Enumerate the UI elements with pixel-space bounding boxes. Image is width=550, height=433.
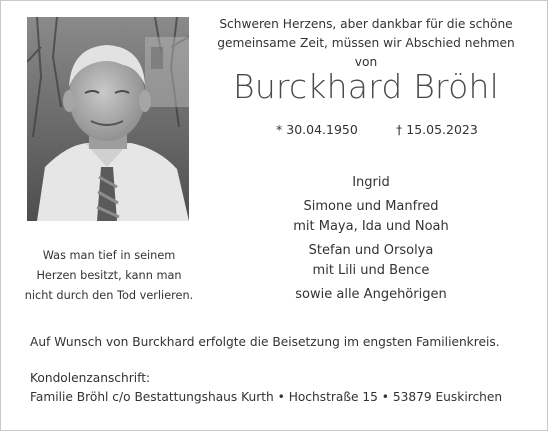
quote-line: Herzen besitzt, kann man xyxy=(36,269,182,282)
mourner-line: mit Lili und Bence xyxy=(312,263,430,278)
mourner-line: Stefan und Orsolya xyxy=(308,243,434,258)
condolence-address: Familie Bröhl c/o Bestattungshaus Kurth • Hochstraße 15 • 53879 Euskirchen xyxy=(30,390,503,404)
memorial-quote xyxy=(23,246,195,306)
portrait-image xyxy=(27,17,189,221)
mourner-line: Ingrid xyxy=(352,175,390,190)
deceased-name: Burckhard Bröhl xyxy=(233,67,499,106)
death-date xyxy=(396,122,478,137)
burial-note: Auf Wunsch von Burckhard erfolgte die Beisetzung im engsten Familienkreis. xyxy=(30,335,500,349)
quote-line: Was man tief in seinem xyxy=(42,249,176,262)
intro-line-2: gemeinsame Zeit, müssen wir Abschied nehmen von xyxy=(217,36,515,69)
portrait-photo xyxy=(27,17,189,221)
mourners-list xyxy=(241,173,501,305)
mourner-line: Simone und Manfred xyxy=(303,199,439,214)
mourner-line: mit Maya, Ida und Noah xyxy=(293,219,449,234)
quote-line: nicht durch den Tod verlieren. xyxy=(24,289,194,302)
birth-date xyxy=(276,122,358,137)
birth-date-value: 30.04.1950 xyxy=(286,122,358,137)
birth-star-icon: * xyxy=(276,122,283,137)
death-date-value: 15.05.2023 xyxy=(406,122,478,137)
intro-text xyxy=(206,15,526,72)
condolence-label: Kondolenzanschrift: xyxy=(30,371,151,385)
cross-icon: † xyxy=(396,122,403,137)
intro-line-1: Schweren Herzens, aber dankbar für die schöne xyxy=(219,17,513,31)
mourner-line: sowie alle Angehörigen xyxy=(295,287,447,302)
